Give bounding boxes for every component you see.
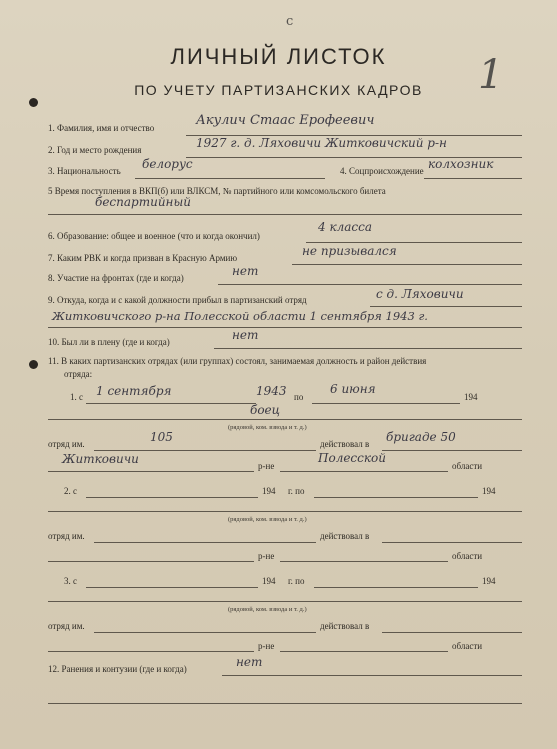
- field-6-line: [306, 242, 522, 243]
- form-title: ЛИЧНЫЙ ЛИСТОК: [170, 44, 387, 69]
- term-2-from-label: 2. с: [64, 486, 77, 496]
- field-11-label-2: отряда:: [64, 369, 93, 379]
- term-1-year-1: 1943: [256, 384, 287, 398]
- term-1-deyst-label: действовал в: [320, 439, 370, 449]
- term-1-deyst-value: бригаде 50: [386, 430, 456, 444]
- field-5-label: 5 Время поступления в ВКП(б) или ВЛКСМ, № партийного или комсомольского билета: [48, 186, 386, 196]
- punch-hole-top: [29, 98, 38, 107]
- term-2-po-label: г. по: [288, 486, 305, 496]
- term-1-role-caption: (рядовой, ком. взвода и т. д.): [228, 424, 307, 431]
- term-2-role-caption: (рядовой, ком. взвода и т. д.): [228, 516, 307, 523]
- field-12-value: нет: [236, 655, 263, 669]
- field-6-label: 6. Образование: общее и военное (что и когда окончил): [48, 231, 260, 241]
- term-1-to-line: [312, 403, 460, 404]
- term-2-oblast-label: области: [452, 551, 483, 561]
- term-3-rayon-line: [48, 651, 254, 652]
- field-8-line: [218, 284, 522, 285]
- term-1-oblast-label: области: [452, 461, 483, 471]
- term-2-otryad-label: отряд им.: [48, 531, 85, 541]
- term-1-role-line: [48, 419, 522, 420]
- term-3-deyst-line: [382, 632, 522, 633]
- term-1-to-value: 6 июня: [330, 382, 376, 396]
- field-3-label: 3. Национальность: [48, 166, 121, 176]
- punch-hole-mid: [29, 360, 38, 369]
- field-9-label: 9. Откуда, когда и с какой должности прибыл в партизанский отряд: [48, 295, 307, 305]
- term-2-otryad-line: [94, 542, 316, 543]
- field-5-line: [48, 214, 522, 215]
- field-4-label: 4. Соцпроисхождение: [340, 166, 424, 176]
- field-7-line: [292, 264, 522, 265]
- term-3-to-line: [314, 587, 478, 588]
- term-1-oblast-value: Полесской: [318, 451, 386, 465]
- term-3-otryad-label: отряд им.: [48, 621, 85, 631]
- field-5-value: беспартийный: [95, 195, 191, 209]
- term-2-oblast-line: [280, 561, 448, 562]
- term-3-role-caption: (рядовой, ком. взвода и т. д.): [228, 606, 307, 613]
- term-1-deyst-line: [382, 450, 522, 451]
- term-2-rayon-label: р-не: [258, 551, 275, 561]
- corner-mark: 1: [478, 52, 504, 98]
- field-10-value: нет: [232, 328, 259, 342]
- field-12-label: 12. Ранения и контузии (где и когда): [48, 664, 187, 674]
- term-2-year-1: 194: [262, 486, 276, 496]
- term-1-rayon-value: Житковичи: [62, 452, 139, 466]
- field-11-label: 11. В каких партизанских отрядах (или группах) состоял, занимаемая должность и район действия: [48, 356, 427, 366]
- field-12-line: [222, 675, 522, 676]
- term-3-po-label: г. по: [288, 576, 305, 586]
- term-3-role-line: [48, 601, 522, 602]
- field-7-value: не призывался: [302, 244, 397, 258]
- term-1-po-label: по: [294, 392, 304, 402]
- term-3-deyst-label: действовал в: [320, 621, 370, 631]
- form-subtitle: ПО УЧЕТУ ПАРТИЗАНСКИХ КАДРОВ: [134, 82, 423, 98]
- term-2-role-line: [48, 511, 522, 512]
- term-2-from-line: [86, 497, 258, 498]
- top-mark: с: [286, 14, 294, 29]
- term-1-rayon-line: [48, 471, 254, 472]
- field-9-value-1: с д. Ляховичи: [376, 287, 464, 301]
- field-10-line: [214, 348, 522, 349]
- field-9-line-1: [370, 306, 522, 307]
- term-1-from-label: 1. с: [70, 392, 83, 402]
- term-3-rayon-label: р-не: [258, 641, 275, 651]
- term-1-otryad-line: [94, 450, 316, 451]
- term-2-to-line: [314, 497, 478, 498]
- field-3-value: белорус: [142, 157, 193, 171]
- field-4-line: [424, 178, 522, 179]
- field-7-label: 7. Каким РВК и когда призван в Красную Армию: [48, 253, 238, 263]
- term-1-from-line: [86, 403, 256, 404]
- field-8-label: 8. Участие на фронтах (где и когда): [48, 273, 184, 283]
- term-2-deyst-label: действовал в: [320, 531, 370, 541]
- term-3-oblast-label: области: [452, 641, 483, 651]
- term-3-year-2: 194: [482, 576, 496, 586]
- term-3-from-label: 3. с: [64, 576, 77, 586]
- field-6-value: 4 класса: [318, 220, 373, 234]
- field-2-value: 1927 г. д. Ляховичи Житковичский р-н: [196, 136, 447, 150]
- term-3-otryad-line: [94, 632, 316, 633]
- field-9-line-2: [48, 327, 522, 328]
- field-10-label: 10. Был ли в плену (где и когда): [48, 337, 170, 347]
- term-1-from-value: 1 сентября: [96, 384, 172, 398]
- term-2-rayon-line: [48, 561, 254, 562]
- field-2-label: 2. Год и место рождения: [48, 145, 142, 155]
- field-1-label: 1. Фамилия, имя и отчество: [48, 123, 155, 133]
- field-12-extra-line: [48, 703, 522, 704]
- field-4-value: колхозник: [428, 157, 494, 171]
- field-8-value: нет: [232, 264, 259, 278]
- field-9-value-2: Житковичского р-на Полесской области 1 сентября 1943 г.: [52, 309, 428, 323]
- term-3-year-1: 194: [262, 576, 276, 586]
- term-2-year-2: 194: [482, 486, 496, 496]
- field-1-value: Акулич Стаас Ерофеевич: [196, 113, 375, 128]
- term-1-role-value: боец: [250, 403, 281, 417]
- field-3-line: [135, 178, 325, 179]
- term-1-otryad-label: отряд им.: [48, 439, 85, 449]
- term-3-from-line: [86, 587, 258, 588]
- term-1-otryad-value: 105: [150, 430, 173, 444]
- term-1-oblast-line: [280, 471, 448, 472]
- term-1-rayon-label: р-не: [258, 461, 275, 471]
- term-2-deyst-line: [382, 542, 522, 543]
- term-3-oblast-line: [280, 651, 448, 652]
- term-1-year-2: 194: [464, 392, 478, 402]
